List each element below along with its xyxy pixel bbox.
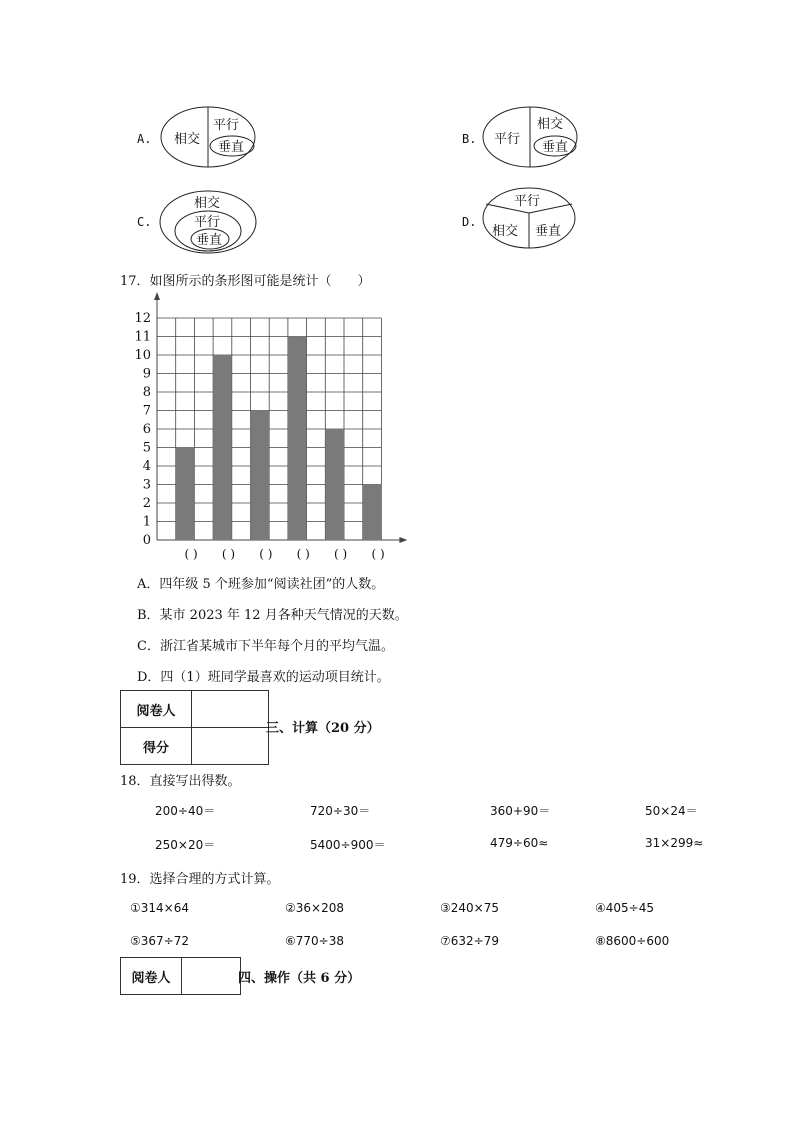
option-c-letter: C. xyxy=(137,215,152,229)
y-tick-label: 2 xyxy=(142,496,151,511)
q19-item: ⑥770÷38 xyxy=(285,934,344,948)
option-a-diagram[interactable] xyxy=(160,105,260,171)
x-category-label: ( ) xyxy=(371,547,385,561)
bar xyxy=(363,485,382,541)
option-b-letter: B. xyxy=(462,132,477,146)
section4-title: 四、操作（共 6 分） xyxy=(238,971,361,986)
q18-item: 31×299≈ xyxy=(645,836,704,850)
q19-item: ④405÷45 xyxy=(595,901,654,915)
y-tick-label: 0 xyxy=(142,533,151,548)
label-perpendicular: 垂直 xyxy=(542,140,569,155)
label-parallel: 平行 xyxy=(494,132,521,147)
q17-option-d[interactable]: D．四（1）班同学最喜欢的运动项目统计。 xyxy=(137,670,390,685)
y-tick-label: 4 xyxy=(142,459,151,474)
q19-item: ⑦632÷79 xyxy=(440,934,499,948)
q19-item: ⑧8600÷600 xyxy=(595,934,670,948)
y-tick-label: 11 xyxy=(134,329,151,345)
bar-chart xyxy=(120,292,430,567)
label-intersect: 相交 xyxy=(537,117,564,132)
bar xyxy=(251,411,270,541)
q18-item: 479÷60≈ xyxy=(490,836,549,850)
y-tick-label: 1 xyxy=(142,514,151,530)
x-axis-arrow xyxy=(399,537,407,543)
x-category-label: ( ) xyxy=(296,547,310,561)
label-parallel: 平行 xyxy=(213,118,240,133)
q18-item: 50×24＝ xyxy=(645,804,698,818)
y-tick-label: 10 xyxy=(134,348,151,363)
y-tick-label: 6 xyxy=(142,422,151,437)
q19-item: ①314×64 xyxy=(130,901,189,915)
reviewer-label: 阅卷人 xyxy=(121,691,192,728)
score-box-section4 xyxy=(120,957,241,995)
label-intersect: 相交 xyxy=(492,224,519,239)
q18-item: 720÷30＝ xyxy=(310,804,371,818)
y-axis-arrow xyxy=(154,292,160,300)
reviewer-field[interactable] xyxy=(192,691,269,728)
x-category-label: ( ) xyxy=(259,547,273,561)
score-label: 得分 xyxy=(121,728,192,765)
q17-option-a[interactable]: A．四年级 5 个班参加“阅读社团”的人数。 xyxy=(137,577,385,592)
q17-option-c[interactable]: C．浙江省某城市下半年每个月的平均气温。 xyxy=(137,639,394,654)
score-box-section3 xyxy=(120,690,269,765)
q18-stem: 18．直接写出得数。 xyxy=(120,774,241,789)
q19-item: ②36×208 xyxy=(285,901,344,915)
section3-title: 三、计算（20 分） xyxy=(266,721,380,736)
q17-stem: 17．如图所示的条形图可能是统计（ ） xyxy=(120,274,371,289)
bar xyxy=(288,337,307,541)
label-perpendicular: 垂直 xyxy=(196,233,223,248)
bar xyxy=(213,355,232,540)
q19-item: ⑤367÷72 xyxy=(130,934,189,948)
label-parallel: 平行 xyxy=(194,215,221,230)
q18-item: 360+90＝ xyxy=(490,804,551,818)
label-parallel: 平行 xyxy=(514,194,541,209)
option-d-diagram[interactable] xyxy=(482,186,578,252)
y-tick-label: 12 xyxy=(134,311,151,326)
y-tick-label: 3 xyxy=(142,477,151,493)
option-a-letter: A. xyxy=(137,132,152,146)
q17-option-b[interactable]: B．某市 2023 年 12 月各种天气情况的天数。 xyxy=(137,608,408,623)
q19-stem: 19．选择合理的方式计算。 xyxy=(120,872,280,887)
y-tick-label: 5 xyxy=(142,440,151,456)
label-perpendicular: 垂直 xyxy=(218,140,245,155)
label-intersect: 相交 xyxy=(194,196,221,211)
q18-item: 250×20＝ xyxy=(155,838,216,852)
label-intersect: 相交 xyxy=(174,132,201,147)
q18-item: 5400÷900＝ xyxy=(310,838,386,852)
option-d-letter: D. xyxy=(462,215,477,229)
score-field[interactable] xyxy=(192,728,269,765)
y-tick-label: 7 xyxy=(142,403,151,419)
option-c-diagram[interactable] xyxy=(158,188,258,256)
y-tick-label: 8 xyxy=(142,385,151,400)
bar xyxy=(176,448,195,541)
q18-item: 200÷40＝ xyxy=(155,804,216,818)
x-category-label: ( ) xyxy=(184,547,198,561)
option-b-diagram[interactable] xyxy=(482,105,582,171)
x-category-label: ( ) xyxy=(221,547,236,561)
reviewer-field[interactable] xyxy=(182,958,241,995)
label-perpendicular: 垂直 xyxy=(535,224,562,239)
q19-item: ③240×75 xyxy=(440,901,499,915)
bar xyxy=(325,429,344,540)
y-tick-label: 9 xyxy=(142,366,151,382)
reviewer-label: 阅卷人 xyxy=(121,958,182,995)
x-category-label: ( ) xyxy=(334,547,348,561)
